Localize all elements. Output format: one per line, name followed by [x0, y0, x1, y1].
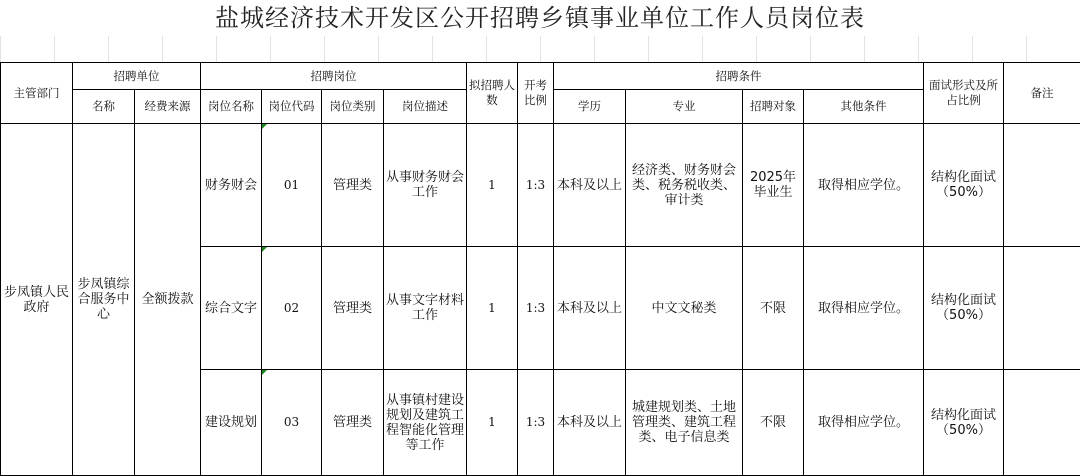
major-cell: 经济类、财务财会类、税务税收类、审计类: [626, 124, 743, 247]
edu-cell: 本科及以上: [554, 370, 626, 476]
remark-cell: [1004, 124, 1080, 247]
post-type-cell: 管理类: [322, 247, 384, 370]
header-dept: 主管部门: [1, 63, 73, 124]
post-code-cell: 02: [262, 247, 322, 370]
header-post-group: 招聘岗位: [201, 63, 467, 90]
post-name-cell: 建设规划: [201, 370, 262, 476]
header-remark: 备注: [1004, 63, 1080, 124]
header-unit-name: 名称: [73, 90, 135, 124]
post-desc-cell: 从事财务财会工作: [384, 124, 467, 247]
post-desc-cell: 从事文字材料工作: [384, 247, 467, 370]
header-ratio: 开考比例: [518, 63, 554, 124]
target-cell: 不限: [743, 370, 804, 476]
count-cell: 1: [467, 124, 518, 247]
remark-cell: [1004, 370, 1080, 476]
ratio-cell: 1:3: [518, 247, 554, 370]
edu-cell: 本科及以上: [554, 247, 626, 370]
ratio-cell: 1:3: [518, 370, 554, 476]
header-major: 专业: [626, 90, 743, 124]
remark-cell: [1004, 247, 1080, 370]
count-cell: 1: [467, 370, 518, 476]
header-post-type: 岗位类别: [322, 90, 384, 124]
unit-name-cell: 步凤镇综合服务中心: [73, 124, 135, 476]
header-post-code: 岗位代码: [262, 90, 322, 124]
interview-cell: 结构化面试（50%）: [924, 247, 1004, 370]
header-count: 拟招聘人数: [467, 63, 518, 124]
funding-cell: 全额拨款: [135, 124, 201, 476]
post-name-cell: 综合文字: [201, 247, 262, 370]
spreadsheet-grid-band: [0, 36, 1080, 63]
edu-cell: 本科及以上: [554, 124, 626, 247]
post-desc-cell: 从事镇村建设规划及建筑工程智能化管理等工作: [384, 370, 467, 476]
other-cell: 取得相应学位。: [804, 247, 924, 370]
header-interview: 面试形式及所占比例: [924, 63, 1004, 124]
target-cell: 不限: [743, 247, 804, 370]
major-cell: 城建规划类、土地管理类、建筑工程类、电子信息类: [626, 370, 743, 476]
header-cond-group: 招聘条件: [554, 63, 924, 90]
dept-cell: 步凤镇人民政府: [1, 124, 73, 476]
ratio-cell: 1:3: [518, 124, 554, 247]
header-unit-group: 招聘单位: [73, 63, 201, 90]
header-post-desc: 岗位描述: [384, 90, 467, 124]
post-code-cell: 03: [262, 370, 322, 476]
header-other: 其他条件: [804, 90, 924, 124]
post-type-cell: 管理类: [322, 370, 384, 476]
count-cell: 1: [467, 247, 518, 370]
major-cell: 中文文秘类: [626, 247, 743, 370]
post-code-cell: 01: [262, 124, 322, 247]
other-cell: 取得相应学位。: [804, 124, 924, 247]
header-edu: 学历: [554, 90, 626, 124]
interview-cell: 结构化面试（50%）: [924, 370, 1004, 476]
page-title: 盐城经济技术开发区公开招聘乡镇事业单位工作人员岗位表: [0, 0, 1080, 36]
header-target: 招聘对象: [743, 90, 804, 124]
interview-cell: 结构化面试（50%）: [924, 124, 1004, 247]
post-type-cell: 管理类: [322, 124, 384, 247]
target-cell: 2025年毕业生: [743, 124, 804, 247]
table-row: [1, 124, 1080, 247]
post-name-cell: 财务财会: [201, 124, 262, 247]
header-post-name: 岗位名称: [201, 90, 262, 124]
recruitment-table: [0, 62, 1080, 476]
header-funding: 经费来源: [135, 90, 201, 124]
other-cell: 取得相应学位。: [804, 370, 924, 476]
